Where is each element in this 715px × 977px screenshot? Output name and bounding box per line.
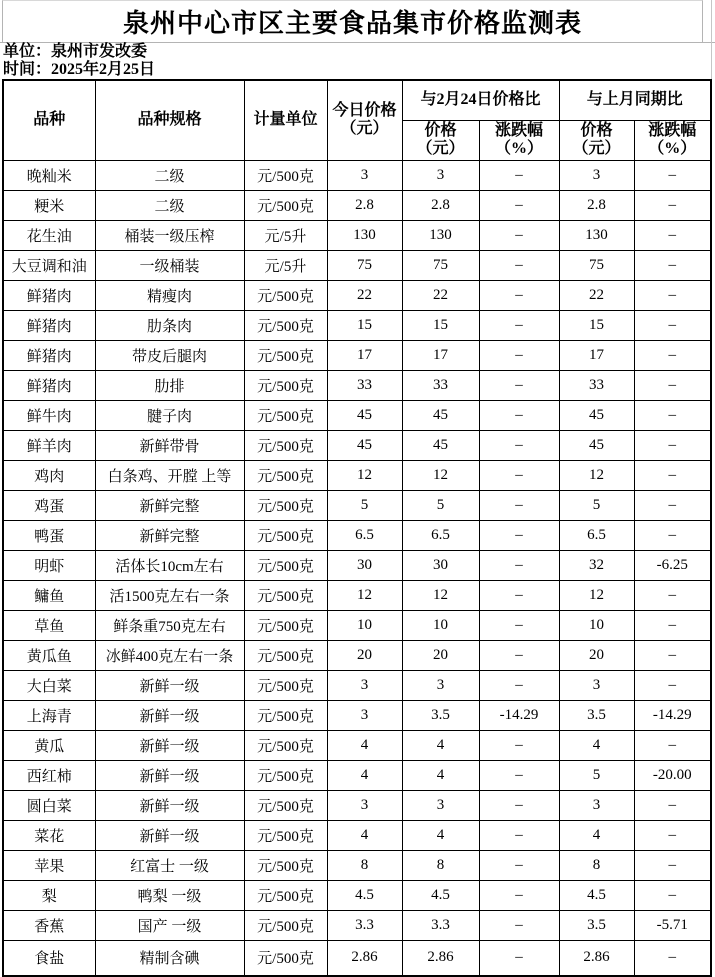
cell-change-vs-last-month: -5.71 — [634, 910, 711, 940]
cell-change-vs-feb24: – — [479, 400, 559, 430]
table-row — [3, 400, 711, 430]
cell-unit: 元/500克 — [244, 400, 327, 430]
cell-price-vs-feb24: 30 — [402, 550, 479, 580]
cell-price-vs-feb24: 12 — [402, 460, 479, 490]
cell-change-vs-last-month: – — [634, 310, 711, 340]
cell-price-vs-last-month: 75 — [559, 250, 634, 280]
group-header-vs-last-month: 与上月同期比 — [559, 80, 711, 120]
cell-spec: 肋条肉 — [95, 310, 244, 340]
price-line2: （元） — [416, 140, 465, 157]
cell-unit: 元/500克 — [244, 640, 327, 670]
cell-change-vs-feb24: – — [479, 610, 559, 640]
table-row — [3, 610, 711, 640]
cell-price-vs-feb24: 3 — [402, 670, 479, 700]
table-row — [3, 220, 711, 250]
cell-change-vs-last-month: -14.29 — [634, 700, 711, 730]
cell-today-price: 4 — [327, 730, 402, 760]
cell-today-price: 30 — [327, 550, 402, 580]
cell-price-vs-last-month: 20 — [559, 640, 634, 670]
col-header-unit: 计量单位 — [244, 80, 327, 160]
cell-change-vs-last-month: – — [634, 580, 711, 610]
cell-change-vs-feb24: – — [479, 880, 559, 910]
cell-price-vs-feb24: 75 — [402, 250, 479, 280]
cell-spec: 国产 一级 — [95, 910, 244, 940]
cell-today-price: 3 — [327, 700, 402, 730]
cell-change-vs-feb24: – — [479, 940, 559, 976]
cell-variety: 苹果 — [3, 850, 95, 880]
table-row — [3, 280, 711, 310]
cell-change-vs-feb24: – — [479, 550, 559, 580]
table-row — [3, 430, 711, 460]
cell-spec: 鲜条重750克左右 — [95, 610, 244, 640]
cell-change-vs-last-month: – — [634, 640, 711, 670]
cell-today-price: 6.5 — [327, 520, 402, 550]
cell-price-vs-feb24: 17 — [402, 340, 479, 370]
cell-variety: 大白菜 — [3, 670, 95, 700]
cell-today-price: 4 — [327, 820, 402, 850]
table-row — [3, 580, 711, 610]
cell-price-vs-feb24: 15 — [402, 310, 479, 340]
cell-variety: 粳米 — [3, 190, 95, 220]
price-line2: （元） — [572, 140, 621, 157]
cell-price-vs-last-month: 22 — [559, 280, 634, 310]
cell-unit: 元/500克 — [244, 580, 327, 610]
table-row — [3, 700, 711, 730]
cell-price-vs-feb24: 10 — [402, 610, 479, 640]
cell-change-vs-last-month: – — [634, 610, 711, 640]
price-line1: 价格 — [424, 122, 457, 139]
cell-price-vs-last-month: 12 — [559, 580, 634, 610]
cell-price-vs-last-month: 4.5 — [559, 880, 634, 910]
cell-unit: 元/500克 — [244, 940, 327, 976]
cell-unit: 元/500克 — [244, 850, 327, 880]
group-header-vs-feb24: 与2月24日价格比 — [402, 80, 559, 120]
cell-unit: 元/500克 — [244, 280, 327, 310]
cell-change-vs-last-month: – — [634, 430, 711, 460]
cell-price-vs-feb24: 3.3 — [402, 910, 479, 940]
cell-today-price: 33 — [327, 370, 402, 400]
cell-change-vs-feb24: – — [479, 430, 559, 460]
cell-unit: 元/500克 — [244, 340, 327, 370]
cell-change-vs-last-month: – — [634, 160, 711, 190]
cell-price-vs-feb24: 4 — [402, 760, 479, 790]
cell-change-vs-feb24: – — [479, 910, 559, 940]
cell-change-vs-last-month: – — [634, 670, 711, 700]
cell-price-vs-feb24: 45 — [402, 400, 479, 430]
cell-spec: 新鲜带骨 — [95, 430, 244, 460]
cell-price-vs-last-month: 3 — [559, 790, 634, 820]
cell-price-vs-last-month: 130 — [559, 220, 634, 250]
cell-today-price: 3 — [327, 160, 402, 190]
cell-change-vs-feb24: – — [479, 520, 559, 550]
cell-price-vs-last-month: 6.5 — [559, 520, 634, 550]
cell-price-vs-last-month: 2.8 — [559, 190, 634, 220]
cell-price-vs-feb24: 33 — [402, 370, 479, 400]
cell-variety: 食盐 — [3, 940, 95, 976]
cell-spec: 白条鸡、开膛 上等 — [95, 460, 244, 490]
cell-price-vs-last-month: 4 — [559, 730, 634, 760]
cell-today-price: 45 — [327, 430, 402, 460]
table-row — [3, 460, 711, 490]
cell-unit: 元/500克 — [244, 190, 327, 220]
table-row — [3, 910, 711, 940]
change-line1: 涨跌幅 — [495, 122, 544, 139]
table-row — [3, 340, 711, 370]
cell-variety: 鲜牛肉 — [3, 400, 95, 430]
cell-spec: 精瘦肉 — [95, 280, 244, 310]
cell-variety: 菜花 — [3, 820, 95, 850]
cell-today-price: 22 — [327, 280, 402, 310]
col-header-spec: 品种规格 — [95, 80, 244, 160]
cell-variety: 鲜猪肉 — [3, 310, 95, 340]
cell-change-vs-last-month: – — [634, 490, 711, 520]
cell-variety: 黄瓜鱼 — [3, 640, 95, 670]
cell-unit: 元/500克 — [244, 550, 327, 580]
cell-change-vs-last-month: – — [634, 880, 711, 910]
cell-price-vs-feb24: 3 — [402, 790, 479, 820]
cell-unit: 元/500克 — [244, 490, 327, 520]
cell-price-vs-feb24: 45 — [402, 430, 479, 460]
cell-change-vs-last-month: – — [634, 790, 711, 820]
cell-price-vs-last-month: 45 — [559, 430, 634, 460]
cell-price-vs-feb24: 3 — [402, 160, 479, 190]
table-row — [3, 160, 711, 190]
cell-price-vs-feb24: 130 — [402, 220, 479, 250]
cell-spec: 带皮后腿肉 — [95, 340, 244, 370]
cell-price-vs-last-month: 3.5 — [559, 700, 634, 730]
cell-change-vs-feb24: – — [479, 730, 559, 760]
cell-change-vs-last-month: – — [634, 400, 711, 430]
cell-change-vs-last-month: – — [634, 370, 711, 400]
cell-unit: 元/500克 — [244, 610, 327, 640]
cell-change-vs-feb24: – — [479, 370, 559, 400]
cell-unit: 元/500克 — [244, 430, 327, 460]
cell-change-vs-last-month: -6.25 — [634, 550, 711, 580]
cell-change-vs-last-month: – — [634, 280, 711, 310]
cell-change-vs-feb24: – — [479, 850, 559, 880]
cell-today-price: 3 — [327, 790, 402, 820]
cell-change-vs-feb24: – — [479, 760, 559, 790]
cell-today-price: 3 — [327, 670, 402, 700]
cell-spec: 新鲜一级 — [95, 670, 244, 700]
cell-unit: 元/5升 — [244, 220, 327, 250]
table-row — [3, 820, 711, 850]
table-row — [3, 670, 711, 700]
cell-today-price: 5 — [327, 490, 402, 520]
cell-unit: 元/500克 — [244, 160, 327, 190]
cell-variety: 上海青 — [3, 700, 95, 730]
info-lines — [3, 43, 712, 78]
change-line2: （%） — [648, 140, 697, 157]
cell-change-vs-feb24: – — [479, 580, 559, 610]
price-table-body — [3, 160, 711, 976]
cell-change-vs-feb24: – — [479, 460, 559, 490]
cell-spec: 腱子肉 — [95, 400, 244, 430]
cell-change-vs-last-month: -20.00 — [634, 760, 711, 790]
today-price-line1: 今日价格 — [332, 102, 397, 120]
cell-unit: 元/500克 — [244, 880, 327, 910]
cell-change-vs-feb24: – — [479, 820, 559, 850]
cell-unit: 元/500克 — [244, 370, 327, 400]
cell-change-vs-last-month: – — [634, 940, 711, 976]
cell-change-vs-feb24: -14.29 — [479, 700, 559, 730]
cell-change-vs-feb24: – — [479, 280, 559, 310]
cell-change-vs-last-month: – — [634, 850, 711, 880]
cell-change-vs-feb24: – — [479, 190, 559, 220]
cell-price-vs-last-month: 12 — [559, 460, 634, 490]
cell-price-vs-last-month: 3 — [559, 160, 634, 190]
cell-spec: 新鲜一级 — [95, 700, 244, 730]
cell-unit: 元/500克 — [244, 910, 327, 940]
sub-header-change-last-month — [634, 120, 711, 160]
cell-price-vs-feb24: 4 — [402, 730, 479, 760]
cell-spec: 新鲜一级 — [95, 790, 244, 820]
cell-spec: 肋排 — [95, 370, 244, 400]
cell-change-vs-feb24: – — [479, 790, 559, 820]
cell-unit: 元/500克 — [244, 520, 327, 550]
cell-today-price: 75 — [327, 250, 402, 280]
price-line1: 价格 — [580, 122, 613, 139]
cell-change-vs-feb24: – — [479, 670, 559, 700]
cell-variety: 鲜猪肉 — [3, 280, 95, 310]
cell-unit: 元/500克 — [244, 790, 327, 820]
change-line2: （%） — [495, 140, 544, 157]
cell-unit: 元/500克 — [244, 700, 327, 730]
cell-today-price: 2.8 — [327, 190, 402, 220]
cell-price-vs-last-month: 5 — [559, 490, 634, 520]
cell-today-price: 12 — [327, 580, 402, 610]
cell-variety: 鲜猪肉 — [3, 340, 95, 370]
table-row — [3, 730, 711, 760]
cell-price-vs-last-month: 32 — [559, 550, 634, 580]
sub-header-price-feb24 — [402, 120, 479, 160]
unit-line: 单位：泉州市发改委 — [3, 43, 148, 60]
cell-spec: 桶装一级压榨 — [95, 220, 244, 250]
cell-change-vs-last-month: – — [634, 340, 711, 370]
cell-today-price: 8 — [327, 850, 402, 880]
cell-variety: 晚籼米 — [3, 160, 95, 190]
cell-today-price: 130 — [327, 220, 402, 250]
cell-price-vs-last-month: 10 — [559, 610, 634, 640]
cell-variety: 西红柿 — [3, 760, 95, 790]
cell-spec: 二级 — [95, 160, 244, 190]
date-line: 时间：2025年2月25日 — [3, 60, 156, 78]
cell-price-vs-feb24: 6.5 — [402, 520, 479, 550]
cell-price-vs-feb24: 4.5 — [402, 880, 479, 910]
col-header-today-price — [327, 80, 402, 160]
page-title: 泉州中心市区主要食品集市价格监测表 — [122, 9, 582, 38]
cell-unit: 元/500克 — [244, 760, 327, 790]
cell-price-vs-last-month: 4 — [559, 820, 634, 850]
table-row — [3, 250, 711, 280]
cell-unit: 元/500克 — [244, 730, 327, 760]
cell-change-vs-last-month: – — [634, 460, 711, 490]
cell-change-vs-last-month: – — [634, 250, 711, 280]
table-row — [3, 880, 711, 910]
cell-price-vs-feb24: 12 — [402, 580, 479, 610]
cell-spec: 活体长10cm左右 — [95, 550, 244, 580]
cell-variety: 花生油 — [3, 220, 95, 250]
cell-change-vs-last-month: – — [634, 190, 711, 220]
cell-price-vs-last-month: 15 — [559, 310, 634, 340]
cell-variety: 黄瓜 — [3, 730, 95, 760]
cell-change-vs-last-month: – — [634, 820, 711, 850]
cell-change-vs-feb24: – — [479, 340, 559, 370]
cell-variety: 鸡肉 — [3, 460, 95, 490]
cell-variety: 鸡蛋 — [3, 490, 95, 520]
cell-change-vs-feb24: – — [479, 220, 559, 250]
table-row — [3, 940, 711, 976]
cell-price-vs-last-month: 33 — [559, 370, 634, 400]
table-row — [3, 640, 711, 670]
cell-today-price: 10 — [327, 610, 402, 640]
table-row — [3, 190, 711, 220]
cell-variety: 圆白菜 — [3, 790, 95, 820]
cell-spec: 活1500克左右一条 — [95, 580, 244, 610]
sub-header-change-feb24 — [479, 120, 559, 160]
price-table — [2, 79, 712, 977]
table-row — [3, 310, 711, 340]
price-table-header — [3, 80, 711, 160]
table-row — [3, 370, 711, 400]
cell-variety: 鳙鱼 — [3, 580, 95, 610]
cell-today-price: 4.5 — [327, 880, 402, 910]
cell-variety: 鲜猪肉 — [3, 370, 95, 400]
cell-today-price: 3.3 — [327, 910, 402, 940]
cell-today-price: 20 — [327, 640, 402, 670]
cell-spec: 红富士 一级 — [95, 850, 244, 880]
cell-price-vs-feb24: 2.8 — [402, 190, 479, 220]
cell-spec: 精制含碘 — [95, 940, 244, 976]
table-row — [3, 490, 711, 520]
cell-price-vs-feb24: 20 — [402, 640, 479, 670]
cell-spec: 新鲜一级 — [95, 820, 244, 850]
cell-spec: 鸭梨 一级 — [95, 880, 244, 910]
cell-variety: 大豆调和油 — [3, 250, 95, 280]
cell-unit: 元/500克 — [244, 460, 327, 490]
cell-unit: 元/500克 — [244, 310, 327, 340]
cell-today-price: 12 — [327, 460, 402, 490]
table-row — [3, 520, 711, 550]
cell-variety: 梨 — [3, 880, 95, 910]
cell-spec: 新鲜一级 — [95, 730, 244, 760]
cell-change-vs-last-month: – — [634, 730, 711, 760]
cell-change-vs-feb24: – — [479, 490, 559, 520]
today-price-line2: （元） — [340, 120, 389, 138]
cell-today-price: 2.86 — [327, 940, 402, 976]
cell-change-vs-last-month: – — [634, 520, 711, 550]
cell-variety: 草鱼 — [3, 610, 95, 640]
cell-variety: 鸭蛋 — [3, 520, 95, 550]
cell-today-price: 15 — [327, 310, 402, 340]
table-row — [3, 550, 711, 580]
cell-unit: 元/5升 — [244, 250, 327, 280]
cell-price-vs-feb24: 2.86 — [402, 940, 479, 976]
cell-spec: 一级桶装 — [95, 250, 244, 280]
cell-price-vs-last-month: 2.86 — [559, 940, 634, 976]
cell-spec: 新鲜完整 — [95, 490, 244, 520]
cell-price-vs-last-month: 5 — [559, 760, 634, 790]
cell-unit: 元/500克 — [244, 820, 327, 850]
table-row — [3, 850, 711, 880]
sub-header-price-last-month — [559, 120, 634, 160]
cell-unit: 元/500克 — [244, 670, 327, 700]
cell-change-vs-feb24: – — [479, 310, 559, 340]
cell-variety: 明虾 — [3, 550, 95, 580]
cell-spec: 新鲜一级 — [95, 760, 244, 790]
cell-variety: 香蕉 — [3, 910, 95, 940]
cell-today-price: 45 — [327, 400, 402, 430]
table-row — [3, 760, 711, 790]
cell-change-vs-feb24: – — [479, 250, 559, 280]
cell-variety: 鲜羊肉 — [3, 430, 95, 460]
cell-today-price: 17 — [327, 340, 402, 370]
cell-today-price: 4 — [327, 760, 402, 790]
table-row — [3, 790, 711, 820]
cell-change-vs-feb24: – — [479, 160, 559, 190]
cell-spec: 新鲜完整 — [95, 520, 244, 550]
cell-price-vs-last-month: 8 — [559, 850, 634, 880]
title-box — [2, 0, 703, 42]
cell-price-vs-feb24: 8 — [402, 850, 479, 880]
cell-price-vs-feb24: 5 — [402, 490, 479, 520]
cell-price-vs-last-month: 3.5 — [559, 910, 634, 940]
cell-price-vs-feb24: 22 — [402, 280, 479, 310]
cell-price-vs-feb24: 3.5 — [402, 700, 479, 730]
change-line1: 涨跌幅 — [648, 122, 697, 139]
cell-spec: 冰鲜400克左右一条 — [95, 640, 244, 670]
cell-price-vs-last-month: 3 — [559, 670, 634, 700]
col-header-variety: 品种 — [3, 80, 95, 160]
cell-price-vs-last-month: 17 — [559, 340, 634, 370]
cell-spec: 二级 — [95, 190, 244, 220]
cell-change-vs-feb24: – — [479, 640, 559, 670]
cell-price-vs-last-month: 45 — [559, 400, 634, 430]
cell-price-vs-feb24: 4 — [402, 820, 479, 850]
cell-change-vs-last-month: – — [634, 220, 711, 250]
